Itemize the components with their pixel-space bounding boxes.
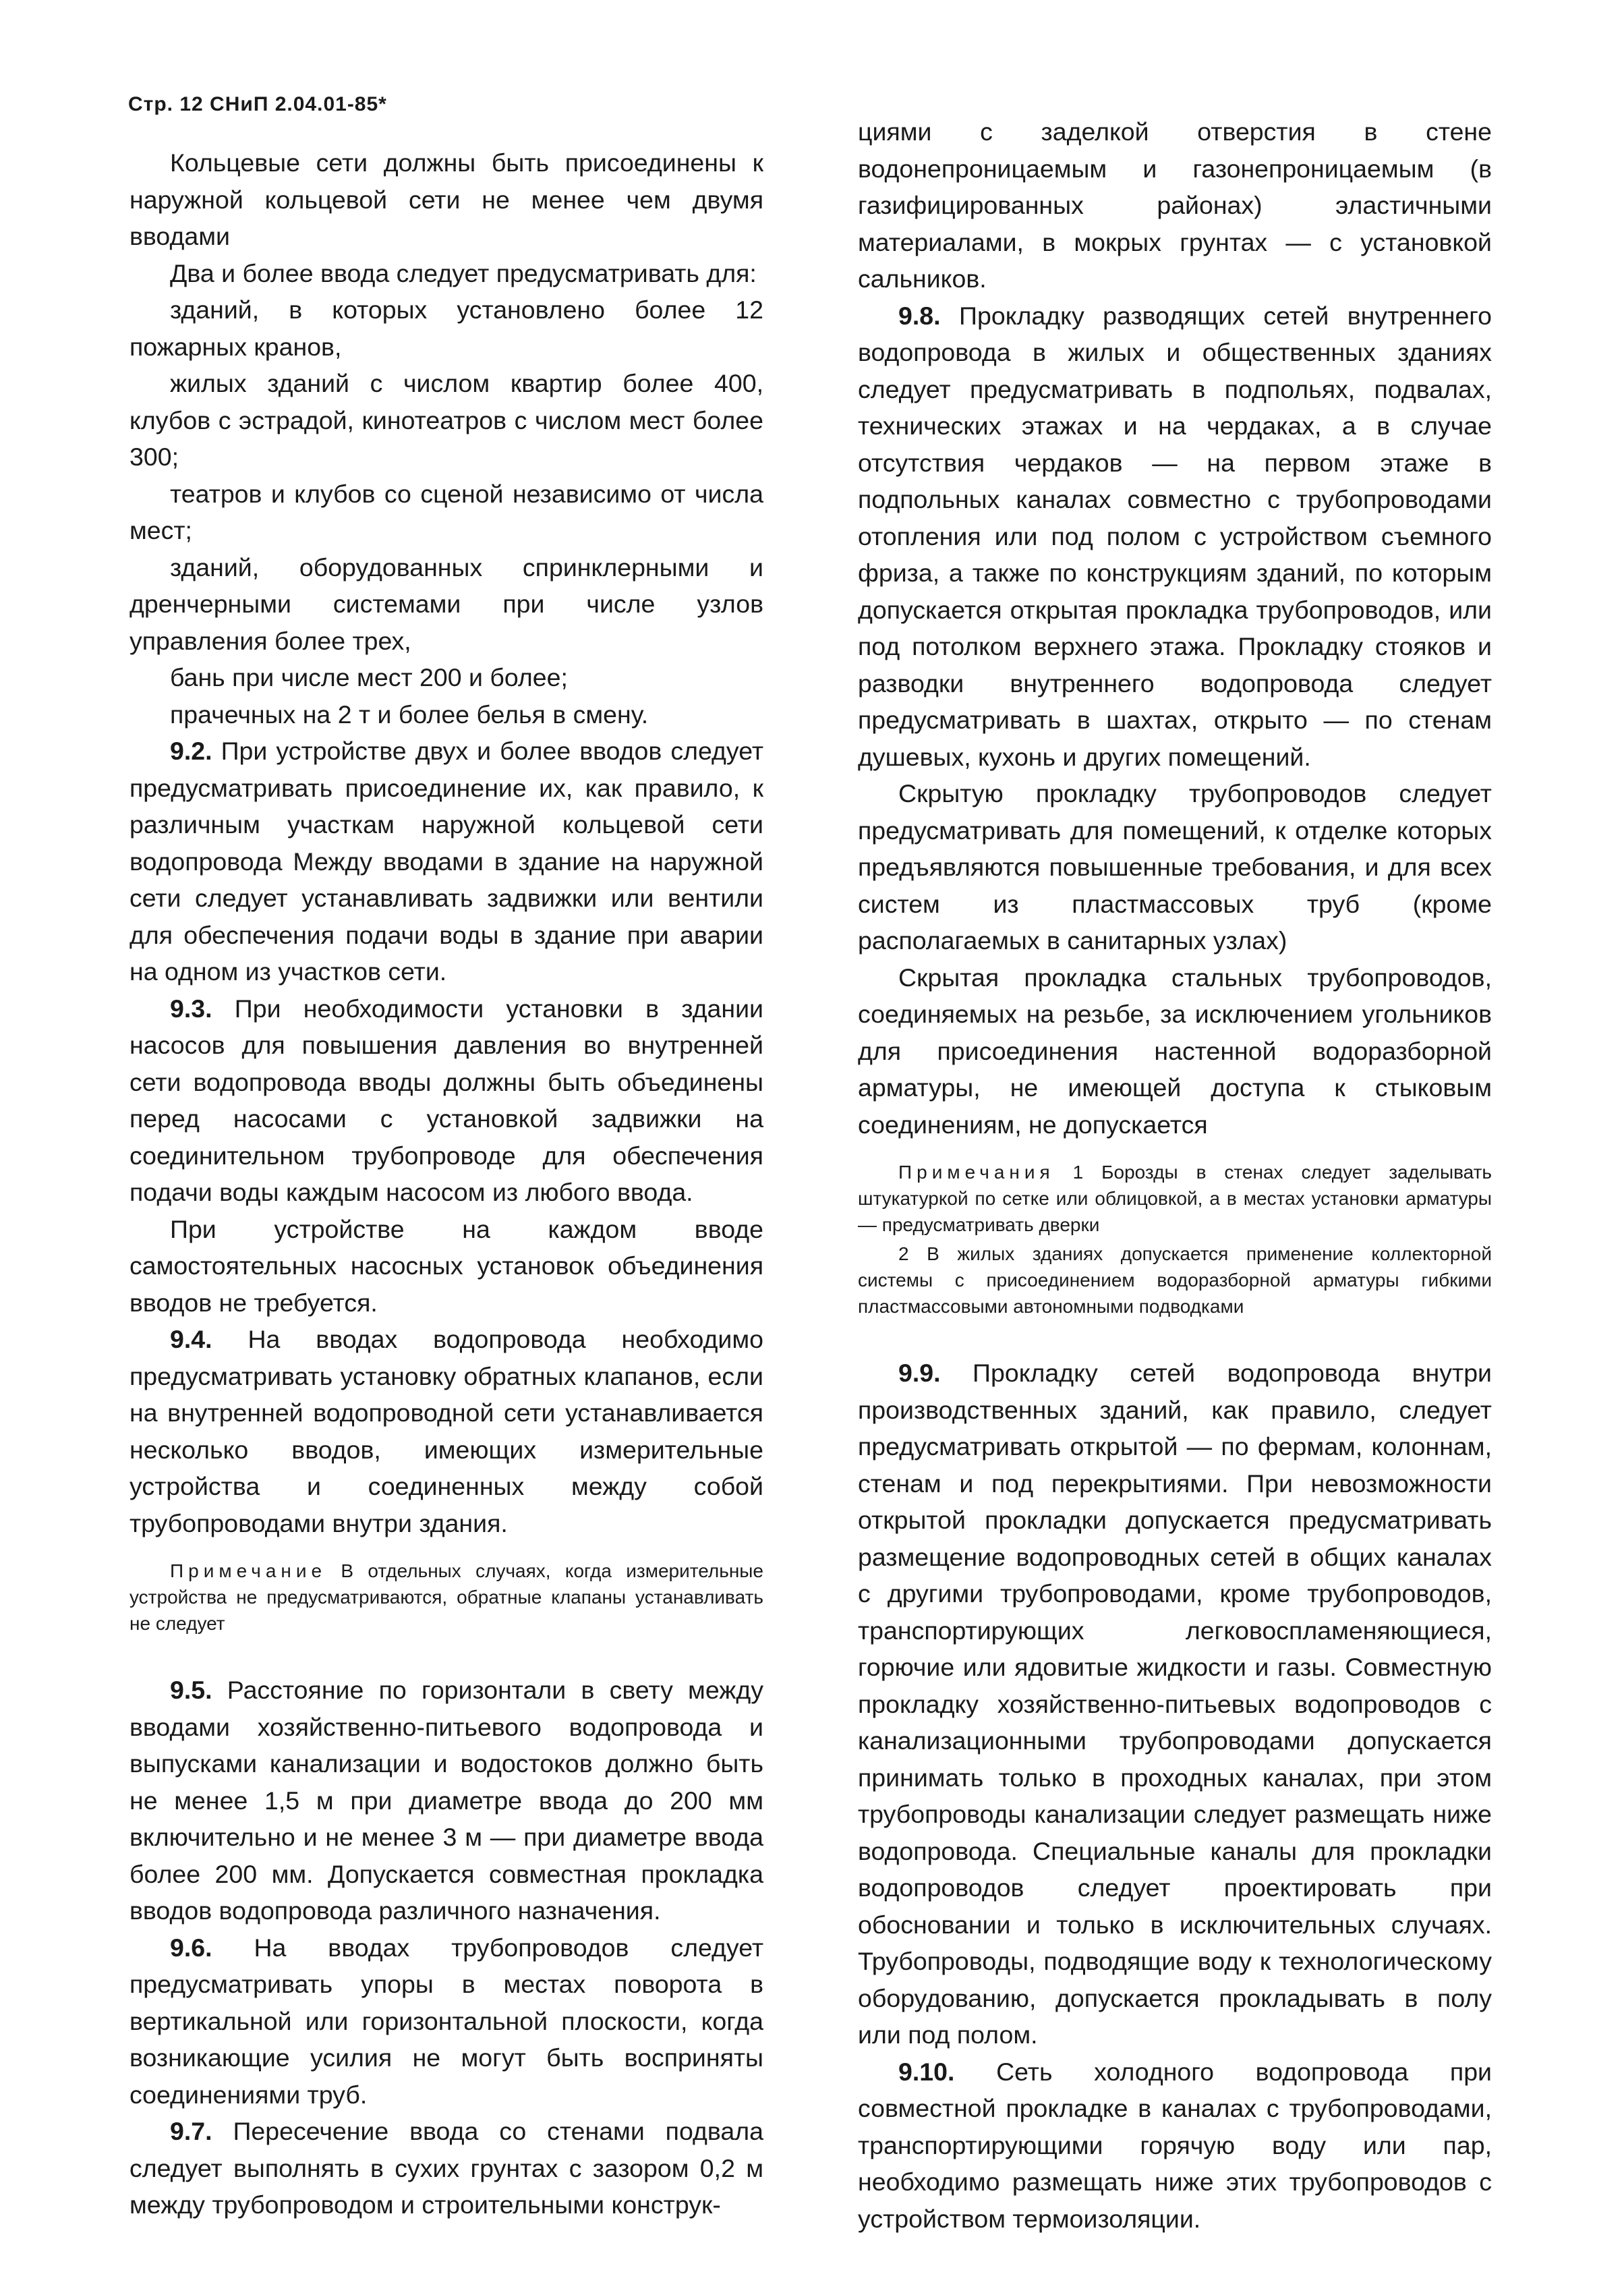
section-text: При необходимости установки в здании насосов для повышения давления во внутренней сети водопровода вводы должны быть объединены перед насосами с установкой задвижки на соединительном трубопроводе для обеспечения подачи воды каждым насосом из любого ввода. [129,994,763,1206]
section-text: Расстояние по горизонтали в свету между вводами хозяйственно-питьевого водопровода и выпусками канализации и водостоков должно быть не менее 1,5 м при диаметре ввода до 200 мм включительно и не менее 3 м — при диаметре ввода более 200 мм. Допускается совместная прокладка вводов водопровода различного назначения. [129,1676,763,1925]
list-item: зданий, оборудованных спринклерными и дренчерными системами при числе узлов управления более трех, [129,552,763,655]
paragraph: циями с заделкой отверстия в стене водонепроницаемым и газонепроницаемым (в газифицированных районах) эластичными материалами, в мокрых грунтах — с установкой сальников. [858,117,1492,293]
section-number: 9.5. [170,1676,212,1704]
section-9-8 [858,298,1492,776]
paragraph: Скрытую прокладку трубопроводов следует предусматривать для помещений, к отделке которых предъявляются повышенные требования, и для всех систем из пластмассовых труб (кроме располагаемых в санитарных узлах) [858,779,1492,955]
list-item: жилых зданий с числом квартир более 400, клубов с эстрадой, кинотеатров с числом мест более 300; [129,369,763,471]
section-text: Прокладку сетей водопровода внутри производственных зданий, как правило, следует предусматривать открытой — по фермам, колоннам, стенам и под перекрытиями. При невозможности открытой прокладки допускается предусматривать размещение водопроводных сетей в общих каналах с другими трубопроводами, кроме трубопроводов, транспортирующих легковоспламеняющиеся, горючие или ядовитые жидкости и газы. Совместную прокладку хозяйственно-питьевых водопроводов с канализационными трубопроводами допускается принимать только в проходных каналах, при этом трубопроводы канализации следует размещать ниже водопровода. Специальные каналы для прокладки водопроводов следует проектировать при обосновании и только в исключительных случаях. Трубопроводы, подводящие воду к технологическому оборудованию, допускается прокладывать в полу или под полом. [858,1359,1492,2049]
note-block [129,1558,763,1637]
left-column [129,144,763,2223]
section-text: На вводах трубопроводов следует предусматривать упоры в местах поворота в вертикальной или горизонтальной плоскости, когда возникающие усилия не могут быть восприняты соединениями труб. [129,1933,764,2109]
paragraph: Кольцевые сети должны быть присоединены к наружной кольцевой сети не менее чем двумя вводами [129,148,763,250]
page-header: Стр. 12 СНиП 2.04.01-85* [128,93,387,115]
list-item: театров и клубов со сценой независимо от числа мест; [129,479,763,544]
section-9-3 [129,990,763,1211]
section-9-7 [129,2113,763,2223]
section-text: Сеть холодного водопровода при совместной прокладке в каналах с трубопроводами, транспортирующими горячую воду или пар, необходимо размещать ниже этих трубопроводов с устройством термоизоляции. [858,2057,1492,2233]
section-number: 9.8. [898,301,941,330]
section-number: 9.4. [170,1325,212,1353]
note [129,1558,763,1637]
note: 2 В жилых зданиях допускается применение коллекторной системы с присоединением водоразборной арматуры гибкими пластмассовыми автономными подводками [858,1243,1492,1317]
note [858,1159,1492,1238]
paragraph: Два и более ввода следует предусматривать для: [170,258,757,287]
section-9-5 [129,1672,763,1929]
section-9-2 [129,733,763,990]
section-text: На вводах водопровода необходимо предусматривать установку обратных клапанов, если на внутренней водопроводной сети устанавливается несколько вводов, имеющих измерительные устройства и соединенных между собой трубопроводами внутри здания. [129,1325,764,1537]
list-item: зданий, в которых установлено более 12 пожарных кранов, [129,295,763,361]
section-number: 9.9. [898,1359,941,1387]
section-number: 9.10. [898,2057,955,2086]
note-text: 1 Борозды в стенах следует заделывать штукатуркой по сетке или облицовкой, а в местах установки арматуры — предусматривать дверки [858,1162,1492,1235]
paragraph: Скрытая прокладка стальных трубопроводов, соединяемых на резьбе, за исключением угольников для присоединения настенной водоразборной арматуры, не имеющей доступа к стыковым соединениям, не допускается [858,963,1492,1139]
section-text: При устройстве двух и более вводов следует предусматривать присоединение их, как правило, к различным участкам наружной кольцевой сети водопровода Между вводами в здание на наружной сети следует устанавливать задвижки или вентили для обеспечения подачи воды в здание при аварии на одном из участков сети. [129,737,764,986]
section-text: Прокладку разводящих сетей внутреннего водопровода в жилых и общественных зданиях следует предусматривать в подпольях, подвалах, технических этажах и на чердаках, а в случае отсутствия чердаков — на первом этаже в подпольных каналах совместно с трубопроводами отопления или под полом с устройством съемного фриза, а также по конструкциям зданий, по которым допускается открытая прокладка трубопроводов, или под потолком верхнего этажа. Прокладку стояков и разводки внутреннего водопровода следует предусматривать в шахтах, открыто — по стенам душевых, кухонь и других помещений. [858,301,1492,771]
section-9-6 [129,1929,763,2114]
notes-block [858,1159,1492,1320]
paragraph: При устройстве на каждом вводе самостоятельных насосных установок объединения вводов не требуется. [129,1214,763,1317]
note-label: Примечание [170,1560,327,1581]
section-9-4 [129,1321,763,1541]
section-number: 9.6. [170,1933,212,1962]
section-number: 9.2. [170,737,212,765]
list-item: бань при числе мест 200 и более; [170,663,568,691]
section-9-9 [858,1355,1492,2053]
section-text: Пересечение ввода со стенами подвала следует выполнять в сухих грунтах с зазором 0,2 м между трубопроводом и строительными конструк- [129,2117,763,2219]
notes-label: Примечания [898,1162,1055,1183]
section-9-10 [858,2053,1492,2238]
section-number: 9.3. [170,994,212,1023]
note-text: В отдельных случаях, когда измерительные устройства не предусматриваются, обратные клапаны устанавливать не следует [129,1560,763,1634]
list-item: прачечных на 2 т и более белья в смену. [170,700,649,729]
right-column [858,113,1492,2237]
section-number: 9.7. [170,2117,212,2145]
